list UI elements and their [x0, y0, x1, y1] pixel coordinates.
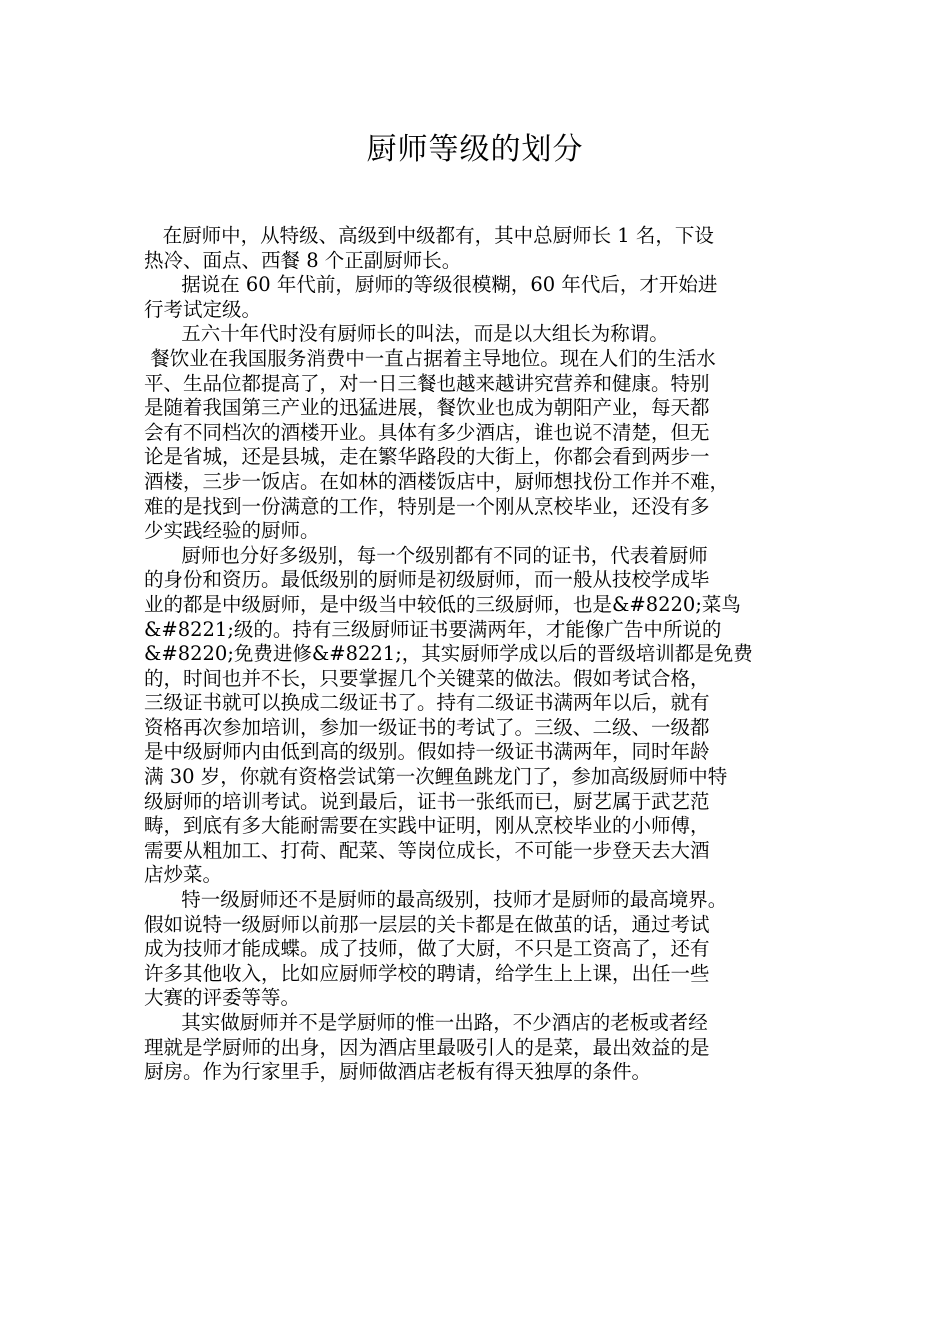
text-line: 成为技师才能成蝶。成了技师，做了大厨，不只是工资高了，还有 [144, 937, 710, 961]
text-line: 畴，到底有多大能耐需要在实践中证明，刚从烹校毕业的小师傅， [144, 814, 710, 838]
text-line: 资格再次参加培训，参加一级证书的考试了。三级、二级、一级都 [144, 715, 710, 739]
text-line: 的身份和资历。最低级别的厨师是初级厨师，而一般从技校学成毕 [144, 568, 710, 592]
text-line: 其实做厨师并不是学厨师的惟一出路，不少酒店的老板或者经 [144, 1011, 708, 1034]
text-line: 是随着我国第三产业的迅猛进展，餐饮业也成为朝阳产业，每天都 [144, 396, 710, 420]
text-line: 酒楼，三步一饭店。在如林的酒楼饭店中，厨师想找份工作并不难， [144, 469, 730, 493]
text-line: 理就是学厨师的出身，因为酒店里最吸引人的是菜，最出效益的是 [144, 1035, 710, 1059]
text-line: 行考试定级。 [144, 297, 262, 321]
text-line: 许多其他收入，比如应厨师学校的聘请，给学生上上课，出任一些 [144, 961, 710, 985]
text-line: 在厨师中，从特级、高级到中级都有，其中总厨师长 1 名，下设 [144, 224, 714, 247]
text-line: &#8220;免费进修&#8221;，其实厨师学成以后的晋级培训都是免费 [144, 642, 753, 666]
text-line: 据说在 60 年代前，厨师的等级很模糊，60 年代后，才开始进 [144, 273, 718, 297]
text-line: 难的是找到一份满意的工作，特别是一个刚从烹校毕业，还没有多 [144, 494, 710, 518]
text-line: 是中级厨师内由低到高的级别。假如持一级证书满两年，同时年龄 [144, 740, 710, 764]
text-line: 厨房。作为行家里手，厨师做酒店老板有得天独厚的条件。 [144, 1060, 652, 1084]
text-line: 三级证书就可以换成二级证书了。持有二级证书满两年以后，就有 [144, 691, 710, 715]
text-line: 级厨师的培训考试。说到最后，证书一张纸而已，厨艺属于武艺范 [144, 789, 710, 813]
text-line: 五六十年代时没有厨师长的叫法，而是以大组长为称谓。 [144, 322, 669, 346]
text-line: 会有不同档次的酒楼开业。具体有多少酒店，谁也说不清楚，但无 [144, 420, 710, 444]
text-line: 的，时间也并不长，只要掌握几个关键菜的做法。假如考试合格， [144, 666, 710, 690]
document-title: 厨师等级的划分 [366, 132, 584, 167]
text-line: 餐饮业在我国服务消费中一直占据着主导地位。现在人们的生活水 [144, 346, 716, 370]
text-line: 厨师也分好多级别，每一个级别都有不同的证书，代表着厨师 [144, 543, 708, 567]
text-line: 大赛的评委等等。 [144, 986, 301, 1010]
text-line: 假如说特一级厨师以前那一层层的关卡都是在做茧的话，通过考试 [144, 912, 710, 936]
text-line: 少实践经验的厨师。 [144, 519, 320, 543]
text-line: &#8221;级的。持有三级厨师证书要满两年，才能像广告中所说的 [144, 617, 722, 641]
text-line: 业的都是中级厨师，是中级当中较低的三级厨师，也是&#8220;菜鸟 [144, 592, 741, 616]
text-line: 特一级厨师还不是厨师的最高级别，技师才是厨师的最高境界。 [144, 888, 728, 912]
text-line: 论是省城，还是县城，走在繁华路段的大街上，你都会看到两步一 [144, 445, 710, 469]
text-line: 店炒菜。 [144, 863, 223, 887]
text-line: 满 30 岁，你就有资格尝试第一次鲤鱼跳龙门了，参加高级厨师中特 [144, 765, 728, 789]
text-line: 热冷、面点、西餐 8 个正副厨师长。 [144, 248, 462, 272]
text-line: 平、生品位都提高了，对一日三餐也越来越讲究营养和健康。特别 [144, 371, 710, 395]
document-body [144, 224, 824, 1085]
text-line: 需要从粗加工、打荷、配菜、等岗位成长，不可能一步登天去大酒 [144, 838, 710, 862]
